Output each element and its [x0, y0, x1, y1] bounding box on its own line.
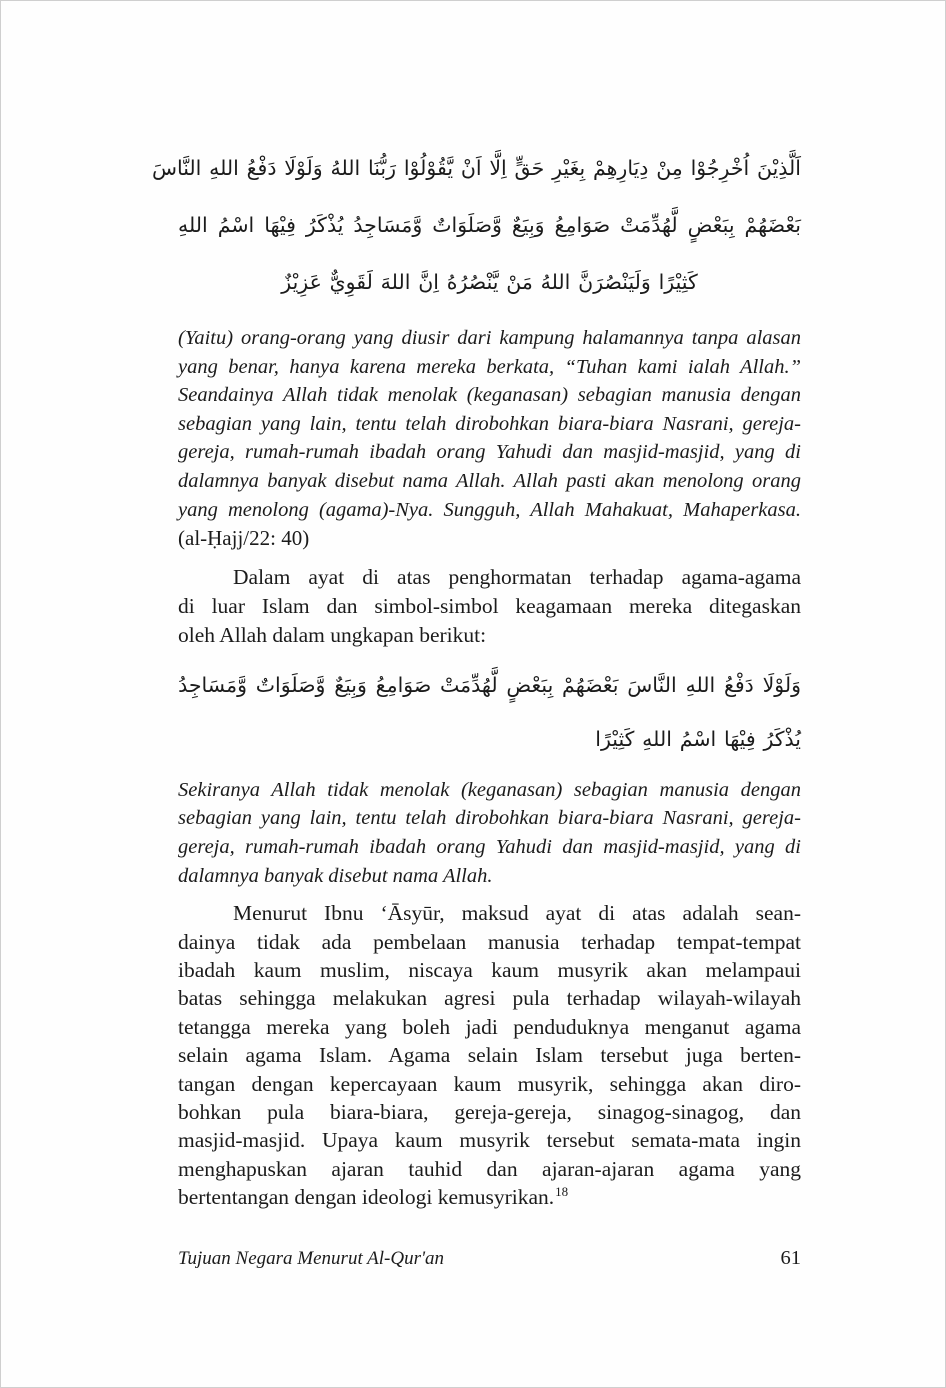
arabic-word: اسْمُ	[217, 213, 255, 237]
page-number: 61	[780, 1247, 801, 1269]
arabic-word: لَّهُدِّمَتْ	[440, 672, 498, 697]
arabic-word: اللهِ	[642, 726, 672, 751]
arabic-word: كَثِيْرًا	[595, 726, 635, 751]
text-line: dainya tidak ada pembelaan manusia terhadap tempat-tempat	[178, 929, 801, 954]
text-line	[178, 254, 801, 311]
text-line: batas sehingga melakukan agresi pula terhadap wilayah-wilayah	[178, 986, 801, 1011]
arabic-word: صَوَامِعُ	[554, 213, 611, 237]
page-content	[151, 140, 801, 1212]
body-paragraph-2-last-line	[178, 1183, 801, 1211]
text-line: tetangga mereka yang boleh jadi penduduknya menganut agama	[178, 1014, 801, 1039]
text-line: masjid-masjid. Upaya kaum musyrik tersebut semata-mata ingin	[178, 1128, 801, 1153]
arabic-word: وَّصَلَوَاتٌ	[255, 672, 326, 697]
arabic-word: مَنْ	[506, 270, 533, 294]
verse-translation-1	[178, 324, 801, 553]
text-line: Menurut Ibnu ‘Āsyūr, maksud ayat di atas adalah sean-	[233, 901, 801, 926]
arabic-word: وَلَوْلَا	[284, 156, 323, 180]
arabic-word: اِنَّ	[418, 270, 439, 294]
arabic-word: النَّاسَ	[151, 156, 202, 180]
arabic-verse-al-hajj-22-40	[151, 140, 801, 311]
arabic-word: بِبَعْضٍ	[506, 672, 554, 697]
text-line: yang menolong (agama)-Nya. Sungguh, Allah Mahakuat, Mahaperkasa.	[178, 498, 801, 521]
arabic-word: دَفْعُ	[723, 672, 754, 697]
text-line: di luar Islam dan simbol-simbol keagamaan mereka ditegaskan	[178, 593, 801, 618]
arabic-word: عَزِيْزٌ	[281, 270, 322, 294]
text-line: tangan dengan kepercayaan kaum musyrik, sehingga akan diro-	[178, 1071, 801, 1096]
arabic-word: اللهَ	[380, 270, 411, 294]
text-line: menghapuskan ajaran tauhid dan ajaran-ajaran agama yang	[178, 1156, 801, 1181]
running-footer	[178, 1247, 801, 1270]
body-paragraph-2	[178, 899, 801, 1211]
arabic-word: فِيْهَا	[264, 213, 296, 237]
arabic-word: وَّصَلَوَاتٌ	[432, 213, 502, 237]
arabic-word: وَّمَسَاجِدُ	[178, 672, 247, 697]
text-line	[178, 712, 801, 766]
arabic-word: بِغَيْرِ	[552, 156, 586, 180]
arabic-word: لَقَوِيٌّ	[329, 270, 373, 294]
arabic-word: كَثِيْرًا	[658, 270, 698, 294]
arabic-word: مِنْ	[656, 156, 683, 180]
arabic-word: يُذْكَرُ	[763, 726, 801, 751]
arabic-word: صَوَامِعُ	[375, 672, 432, 697]
arabic-word: النَّاسَ	[627, 672, 677, 697]
arabic-word: اللهِ	[178, 213, 208, 237]
body-paragraph-1	[178, 563, 801, 650]
text-line: yang benar, hanya karena mereka berkata, “Tuhan kami ialah Allah.”	[178, 355, 801, 378]
arabic-word: دَفْعُ	[246, 156, 277, 180]
text-line: Seandainya Allah tidak menolak (keganasan) sebagian manusia dengan	[178, 384, 801, 407]
running-footer-title: Tujuan Negara Menurut Al-Qur'an	[178, 1248, 445, 1269]
paragraph-closing-text: bertentangan dengan ideologi kemusyrikan.	[178, 1185, 555, 1210]
arabic-word: رَبُّنَا	[368, 156, 397, 180]
arabic-word: دِيَارِهِمْ	[592, 156, 649, 180]
arabic-word: اللهُ	[330, 156, 361, 180]
footnote-ref-18: 18	[555, 1184, 569, 1200]
arabic-word: اللهُ	[540, 270, 571, 294]
arabic-word: حَقٍّ	[514, 156, 545, 180]
text-line: sebagian yang lain, tentu telah dirobohkan biara-biara Nasrani, gereja-	[178, 412, 801, 435]
text-line: dalamnya banyak disebut nama Allah.	[178, 864, 493, 887]
arabic-word: فِيْهَا	[723, 726, 756, 751]
body-paragraph-2-lines	[178, 899, 801, 1183]
arabic-word: وَّمَسَاجِدُ	[353, 213, 423, 237]
text-line: gereja, rumah-rumah ibadah orang Yahudi dan masjid-masjid, yang di	[178, 835, 801, 858]
arabic-word: يَّنْصُرُهُ	[446, 270, 499, 294]
arabic-word: وَلَيَنْصُرَنَّ	[578, 270, 651, 294]
text-line: bohkan pula biara-biara, gereja-gereja, sinagog-sinagog, dan	[178, 1099, 801, 1124]
arabic-word: اُخْرِجُوْا	[690, 156, 750, 180]
arabic-word: وَلَوْلَا	[762, 672, 801, 697]
text-line: selain agama Islam. Agama selain Islam tersebut juga berten-	[178, 1043, 801, 1068]
text-line: (Yaitu) orang-orang yang diusir dari kampung halamannya tanpa alasan	[178, 327, 801, 349]
arabic-word: اسْمُ	[679, 726, 717, 751]
text-line: oleh Allah dalam ungkapan berikut:	[178, 622, 487, 647]
text-line	[178, 658, 801, 712]
text-line: gereja, rumah-rumah ibadah orang Yahudi dan masjid-masjid, yang di	[178, 441, 801, 464]
text-line: Dalam ayat di atas penghormatan terhadap agama-agama	[233, 564, 801, 589]
arabic-word: بَعْضَهُمْ	[744, 213, 801, 237]
arabic-word: اللهِ	[685, 672, 716, 697]
verse-reference: (al-Ḥajj/22: 40)	[178, 526, 310, 551]
arabic-word: بِبَعْضٍ	[687, 213, 735, 237]
arabic-verse-excerpt	[178, 658, 801, 766]
text-line: ibadah kaum muslim, niscaya kaum musyrik akan melampaui	[178, 957, 801, 982]
text-line: Sekiranya Allah tidak menolak (keganasan) sebagian manusia dengan	[178, 778, 801, 801]
arabic-word: اَنْ	[460, 156, 482, 180]
arabic-word: يُذْكَرُ	[305, 213, 344, 237]
arabic-word: اِلَّا	[489, 156, 507, 180]
text-line: dalamnya banyak disebut nama Allah. Allah pasti akan menolong orang	[178, 469, 801, 492]
arabic-word: يَّقُوْلُوْا	[403, 156, 454, 180]
arabic-word: اللهِ	[209, 156, 239, 180]
verse-translation-1-lines	[178, 324, 801, 524]
arabic-word: وَبِيَعٌ	[511, 213, 545, 237]
arabic-word: بَعْضَهُمْ	[562, 672, 619, 697]
arabic-word: اَلَّذِيْنَ	[756, 156, 801, 180]
arabic-word: وَبِيَعٌ	[334, 672, 367, 697]
verse-translation-2	[178, 776, 801, 890]
text-line: sebagian yang lain, tentu telah dirobohkan biara-biara Nasrani, gereja-	[178, 807, 801, 830]
arabic-word: لَّهُدِّمَتْ	[620, 213, 678, 237]
text-line	[178, 197, 801, 254]
text-line	[151, 140, 801, 197]
